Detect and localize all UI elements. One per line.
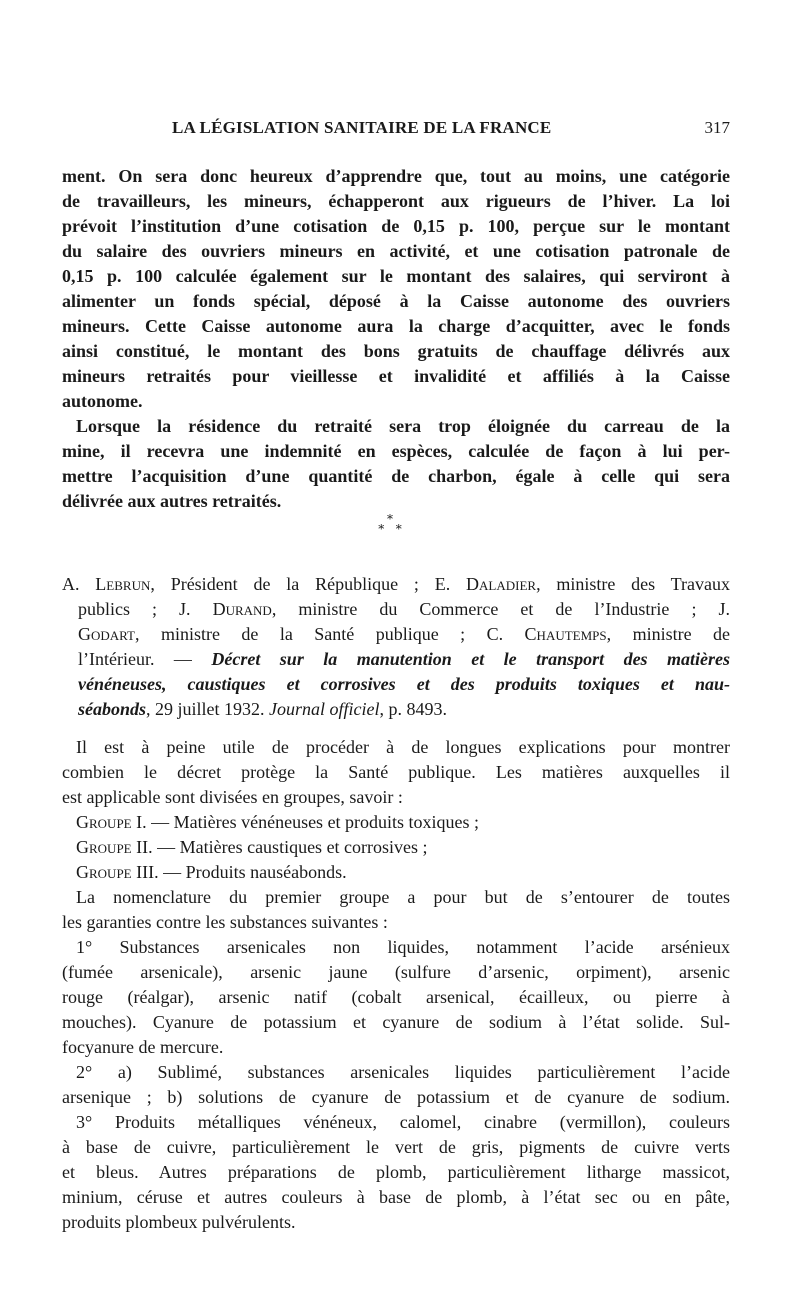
- citation-text: , ministre de: [606, 624, 731, 644]
- text-line: rouge (réalgar), arsenic natif (cobalt arsenical, écailleux, ou pierre à: [62, 987, 730, 1007]
- asterism-top: *: [387, 512, 393, 526]
- citation-text: publics ; J.: [78, 599, 213, 619]
- text-line: combien le décret protège la Santé publique. Les matières auxquelles il: [62, 762, 730, 782]
- text-line: (fumée arsenicale), arsenic jaune (sulfure d’arsenic, orpiment), arsenic: [62, 962, 730, 982]
- author-name: Durand: [212, 599, 272, 619]
- group-label: Groupe II.: [76, 837, 153, 857]
- text-line: mouches). Cyanure de potassium et cyanure de sodium à l’état solide. Sul-: [62, 1012, 730, 1032]
- text-line: [62, 597, 730, 622]
- group-text: — Matières caustiques et corrosives ;: [152, 837, 428, 857]
- text-line: minium, céruse et autres couleurs à base de plomb, à l’état sec ou en pâte,: [62, 1187, 730, 1207]
- text-line: 1° Substances arsenicales non liquides, notamment l’acide arsénieux: [76, 937, 730, 957]
- text-line: délivrée aux autres retraités.: [62, 491, 282, 511]
- journal-name: Journal officiel: [269, 699, 380, 719]
- group-item: [62, 860, 730, 885]
- author-name: Godart: [78, 624, 135, 644]
- citation-text: , Président de la République ; E.: [150, 574, 467, 594]
- text-line: prévoit l’institution d’une cotisation de 0,15 p. 100, perçue sur le montant: [62, 216, 730, 236]
- group-item: [62, 810, 730, 835]
- decree-title: vénéneuses, caustiques et corrosives et des produits toxiques et nau-: [78, 674, 730, 694]
- text-line: de travailleurs, les mineurs, échapperont aux rigueurs de l’hiver. La loi: [62, 191, 730, 211]
- text-line: arsenique ; b) solutions de cyanure de potassium et de cyanure de sodium.: [62, 1087, 730, 1107]
- asterism-divider: [360, 514, 420, 544]
- text-line: à base de cuivre, particulièrement le vert de gris, pigments de cuivre verts: [62, 1137, 730, 1157]
- text-line: mettre l’acquisition d’une quantité de charbon, égale à celle qui sera: [62, 466, 730, 486]
- paragraph-intro-groups: [62, 735, 730, 810]
- text-line: [62, 572, 730, 597]
- running-head: LA LÉGISLATION SANITAIRE DE LA FRANCE: [172, 118, 552, 137]
- group-text: — Matières vénéneuses et produits toxiques ;: [146, 812, 480, 832]
- asterism-bottom: * *: [378, 522, 402, 536]
- citation-text: l’Intérieur. —: [78, 649, 212, 669]
- citation-text: , 29 juillet 1932.: [146, 699, 270, 719]
- text-line: alimenter un fonds spécial, déposé à la Caisse autonome des ouvriers: [62, 291, 730, 311]
- text-line: mine, il recevra une indemnité en espèces, calculée de façon à lui per-: [62, 441, 730, 461]
- citation-text: , ministre de la Santé publique ; C.: [135, 624, 525, 644]
- group-list: [62, 810, 730, 885]
- text-line: Il est à peine utile de procéder à de longues explications pour montrer: [76, 737, 730, 757]
- text-line: 2° a) Sublimé, substances arsenicales liquides particulièrement l’acide: [76, 1062, 730, 1082]
- group-text: — Produits nauséabonds.: [158, 862, 347, 882]
- text-line: Lorsque la résidence du retraité sera trop éloignée du carreau de la: [76, 416, 730, 436]
- text-line: et bleus. Autres préparations de plomb, particulièrement litharge massicot,: [62, 1162, 730, 1182]
- text-line: est applicable sont divisées en groupes, savoir :: [62, 787, 403, 807]
- group-label: Groupe III.: [76, 862, 159, 882]
- text-line: [62, 647, 730, 672]
- text-line: [62, 622, 730, 647]
- citation-text: , ministre des Travaux: [536, 574, 730, 594]
- text-line: [62, 697, 730, 722]
- group-item: [62, 835, 730, 860]
- author-name: Chautemps: [524, 624, 607, 644]
- text-line: focyanure de mercure.: [62, 1037, 224, 1057]
- text-line: [62, 672, 730, 697]
- page-number: 317: [704, 118, 730, 137]
- text-line: ainsi constitué, le montant des bons gratuits de chauffage délivrés aux: [62, 341, 730, 361]
- text-line: 0,15 p. 100 calculée également sur le montant des salaires, qui serviront à: [62, 266, 730, 286]
- text-line: 3° Produits métalliques vénéneux, calomel, cinabre (vermillon), couleurs: [76, 1112, 730, 1132]
- text-line: mineurs. Cette Caisse autonome aura la charge d’acquitter, avec le fonds: [62, 316, 730, 336]
- text-line: du salaire des ouvriers mineurs en activité, et une cotisation patronale de: [62, 241, 730, 261]
- author-name: A. Lebrun: [62, 574, 151, 594]
- decree-title: Décret sur la manutention et le transport des matières: [211, 649, 730, 669]
- group-label: Groupe I.: [76, 812, 147, 832]
- text-line: autonome.: [62, 391, 143, 411]
- decree-citation: [62, 572, 730, 722]
- text-line: les garanties contre les substances suivantes :: [62, 912, 388, 932]
- text-line: La nomenclature du premier groupe a pour but de s’entourer de toutes: [76, 887, 730, 907]
- text-line: produits plombeux pulvérulents.: [62, 1212, 296, 1232]
- citation-text: , ministre du Commerce et de l’Industrie ; J.: [271, 599, 730, 619]
- paragraph-residence: [62, 414, 730, 514]
- page-header: [150, 118, 730, 142]
- paragraph-nomenclature: [62, 885, 730, 1235]
- decree-title: séabonds: [78, 699, 147, 719]
- paragraph-mineurs: [62, 164, 730, 414]
- citation-text: , p. 8493.: [379, 699, 447, 719]
- text-line: mineurs retraités pour vieillesse et invalidité et affiliés à la Caisse: [62, 366, 730, 386]
- text-line: ment. On sera donc heureux d’apprendre que, tout au moins, une catégorie: [62, 166, 730, 186]
- author-name: Daladier: [466, 574, 537, 594]
